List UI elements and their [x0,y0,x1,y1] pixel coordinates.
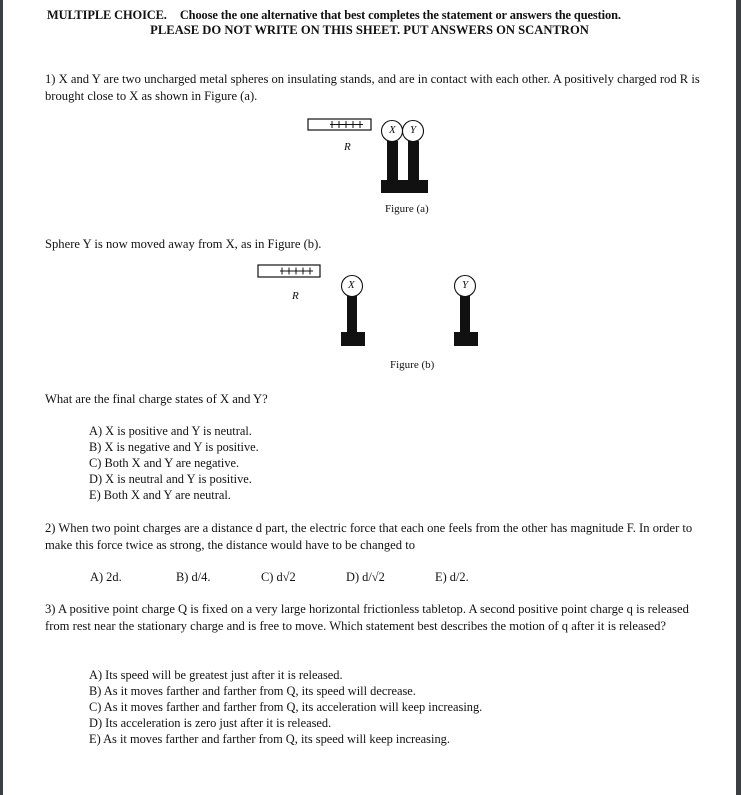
stand-x [347,296,357,334]
option-d: D) Its acceleration is zero just after it is released. [89,716,332,730]
question-1-prompt: What are the final charge states of X and Y? [45,392,268,406]
question-2-stem [45,520,705,554]
option-e: E) Both X and Y are neutral. [89,488,231,502]
stand-y [460,296,470,334]
sphere-x-label: X [348,279,355,291]
sphere-y-label: Y [462,279,469,291]
option-e: E) d/2. [435,570,469,584]
question-number: 2) [45,521,56,535]
question-number: 1) [45,72,56,86]
base-y [454,332,478,346]
figure-a-caption: Figure (a) [385,203,429,215]
option-a: A) Its speed will be greatest just after it is released. [89,668,343,682]
section-title: MULTIPLE CHOICE. [47,8,167,22]
base-x [341,332,365,346]
option-a: A) X is positive and Y is neutral. [89,424,252,438]
sphere-y-label: Y [410,124,417,136]
option-a: A) 2d. [90,570,122,584]
question-text: X and Y are two uncharged metal spheres on insulating stands, and are in contact with each other. A positively charged rod R is brought close to X as shown in Figure (a). [45,72,700,103]
rod-label: R [344,141,351,153]
option-c: C) As it moves farther and farther from Q, its acceleration will keep increasing. [89,700,483,714]
instruction-text: Choose the one alternative that best completes the statement or answers the question. [179,8,621,22]
question-text: A positive point charge Q is fixed on a very large horizontal frictionless tabletop. A second positive point charge q is released from rest near the stationary charge and is free to move. Which statement best describes the motion of q after it is released? [45,602,689,633]
option-d: D) d/√2 [346,570,385,584]
option-d: D) X is neutral and Y is positive. [89,472,252,486]
option-b: B) X is negative and Y is positive. [89,440,259,454]
question-text: When two point charges are a distance d part, the electric force that each one feels from the other has magnitude F. In order to make this force twice as strong, the distance would have to be changed to [45,521,693,552]
exam-page [3,0,736,795]
question-3-stem [45,601,705,635]
scantron-notice: PLEASE DO NOT WRITE ON THIS SHEET. PUT ANSWERS ON SCANTRON [150,23,589,37]
rod-label: R [292,290,299,302]
question-1-continuation: Sphere Y is now moved away from X, as in Figure (b). [45,237,322,251]
question-number: 3) [45,602,56,616]
option-b: B) d/4. [176,570,211,584]
option-e: E) As it moves farther and farther from Q, its speed will keep increasing. [89,732,450,746]
option-c: C) d√2 [261,570,296,584]
option-b: B) As it moves farther and farther from Q, its speed will decrease. [89,684,416,698]
figure-b-caption: Figure (b) [390,359,435,371]
sphere-x-label: X [389,124,396,136]
option-c: C) Both X and Y are negative. [89,456,240,470]
